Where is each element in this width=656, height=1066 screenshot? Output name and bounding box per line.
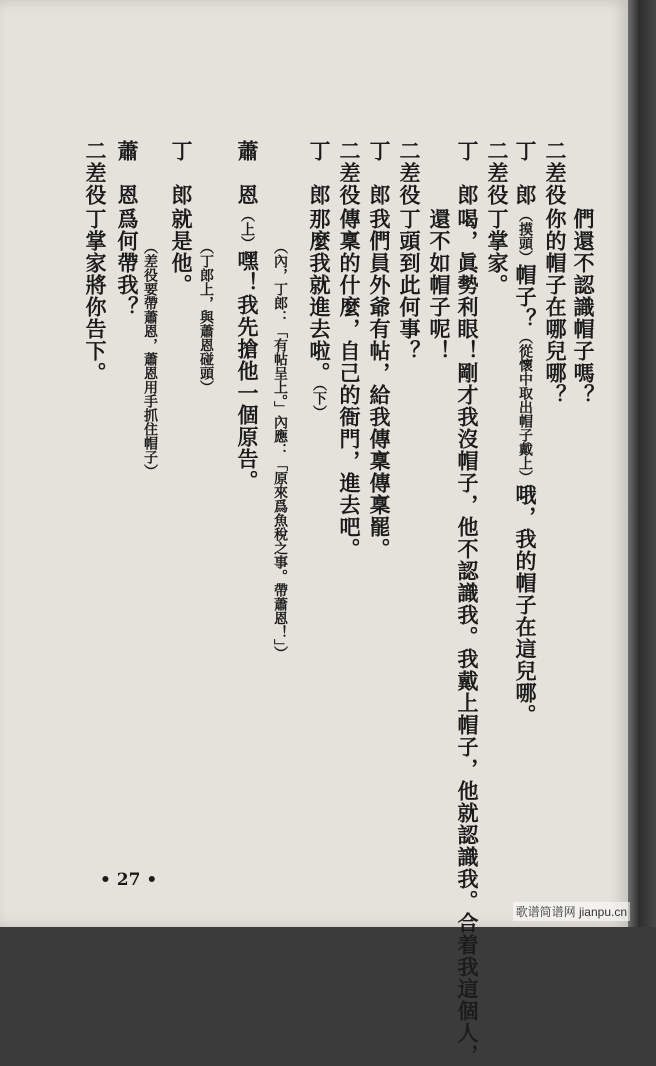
speaker-name: 丁 郎 <box>367 140 392 206</box>
speaker-name: 二差役 <box>83 140 108 206</box>
page-number: • 27 • <box>100 870 158 890</box>
dialogue-text: 丁掌家將你告下。 <box>83 208 108 384</box>
site-watermark: 歌谱简谱网 jianpu.cn <box>513 902 630 921</box>
dialogue-text: 你的帽子在哪兒哪？ <box>543 208 568 406</box>
dialogue-text: 丁頭到此何事？ <box>397 208 422 362</box>
dialogue-line <box>80 140 110 384</box>
page-edge-shadow <box>628 0 656 927</box>
dialogue-text: 丁掌家。 <box>485 208 510 296</box>
dialogue-line <box>166 140 196 296</box>
stage-direction-line <box>140 240 160 478</box>
dialogue-text: 爲何帶我？ <box>115 208 140 318</box>
dialogue-text: 們還不認識帽子嗎？ <box>571 208 596 406</box>
speaker-name: 二差役 <box>485 140 510 206</box>
speaker-name: 蕭 恩 <box>115 140 140 206</box>
dialogue-text: 我們員外爺有帖，給我傳稟傳稟罷。 <box>367 208 392 560</box>
dialogue-text: 還不如帽子呢！ <box>427 208 452 362</box>
stage-direction-line <box>270 240 290 660</box>
dialogue-line <box>568 140 598 406</box>
speaker-name: 二差役 <box>337 140 362 206</box>
stage-note: （內，丁郎：「有帖呈上。」內應：「原來爲魚稅之事。帶蕭恩！」） <box>272 240 288 660</box>
dialogue-text: 就是他。 <box>169 208 194 296</box>
speaker-name: 丁 郎 <box>513 140 538 206</box>
speaker-name: 二差役 <box>397 140 422 206</box>
dialogue-line <box>540 140 570 406</box>
stage-note: （摸頭） <box>517 208 533 264</box>
dialogue-line <box>334 140 364 560</box>
speaker-name: 二差役 <box>543 140 568 206</box>
dialogue-text: 傳稟的什麼，自己的衙門，進去吧。 <box>337 208 362 560</box>
dialogue-line <box>394 140 424 362</box>
speaker-name: 丁 郎 <box>169 140 194 206</box>
stage-note: （丁郎上，與蕭恩碰頭） <box>198 240 214 394</box>
speaker-name: 丁 郎 <box>455 140 480 206</box>
stage-note: （從懷中取出帽子戴上） <box>517 330 533 484</box>
dialogue-text: 哦，我的帽子在這兒哪。 <box>513 484 538 726</box>
speaker-name: 丁 郎 <box>307 140 332 206</box>
dialogue-text: 嘿！我先搶他一個原告。 <box>235 250 260 492</box>
dialogue-text: 喝，眞勢利眼！剛才我沒帽子，他不認識我。我戴上帽子，他就認識我。合着我這個人， <box>455 208 480 1066</box>
dialogue-line <box>510 140 540 726</box>
dialogue-line <box>452 140 482 1066</box>
speaker-name: 蕭 恩 <box>235 140 260 206</box>
dialogue-line <box>424 140 454 362</box>
stage-note: （上） <box>239 208 255 250</box>
dialogue-text: 帽子？ <box>513 264 538 330</box>
dialogue-line <box>232 140 262 492</box>
stage-note: （下） <box>311 384 327 419</box>
stage-direction-line <box>196 240 216 394</box>
dialogue-line <box>304 140 334 419</box>
dialogue-line <box>364 140 394 560</box>
dialogue-line <box>482 140 512 296</box>
dialogue-line <box>112 140 142 318</box>
stage-note: （差役要帶蕭恩，蕭恩用手抓住帽子） <box>142 240 158 478</box>
dialogue-text: 那麼我就進去啦。 <box>307 208 332 384</box>
